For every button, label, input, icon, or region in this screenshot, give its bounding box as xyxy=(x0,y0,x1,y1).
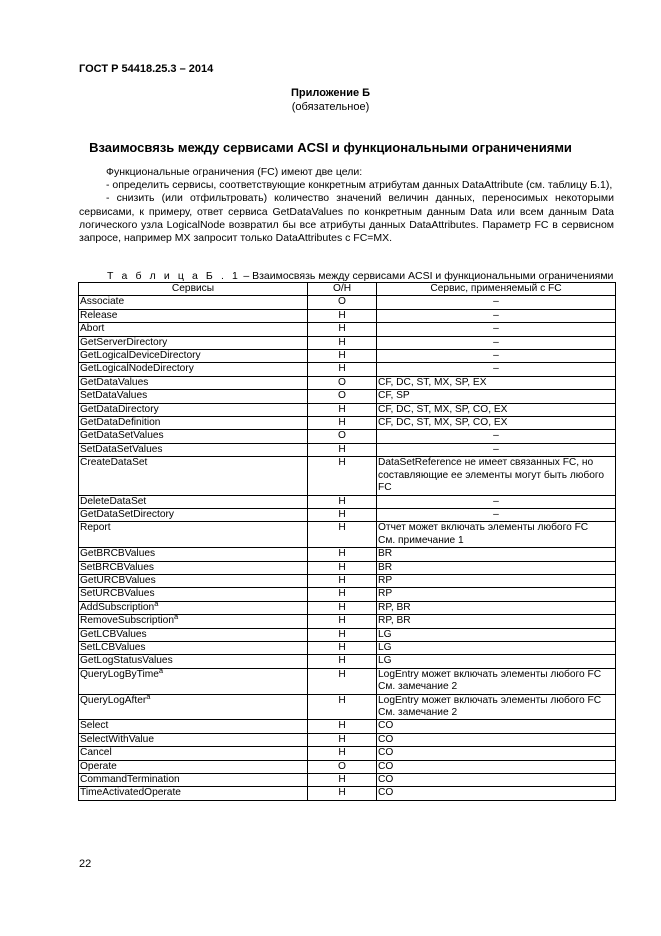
service-name: SetURCBValues xyxy=(80,588,155,600)
table-row xyxy=(79,787,616,800)
table-row xyxy=(79,641,616,654)
table-row xyxy=(79,296,616,309)
cell-on: Н xyxy=(308,548,377,561)
service-name: Report xyxy=(80,522,111,534)
table-row xyxy=(79,548,616,561)
cell-fc: – xyxy=(377,443,616,456)
table-body xyxy=(79,296,616,800)
cell-on: Н xyxy=(308,495,377,508)
header-services: Сервисы xyxy=(79,283,308,296)
cell-fc: – xyxy=(377,296,616,309)
cell-service xyxy=(79,363,308,376)
cell-service xyxy=(79,376,308,389)
service-name: GetDataSetValues xyxy=(80,430,164,442)
service-name: QueryLogAfter xyxy=(80,694,147,706)
cell-on: Н xyxy=(308,615,377,628)
cell-on: Н xyxy=(308,694,377,720)
cell-on: Н xyxy=(308,323,377,336)
cell-on: Н xyxy=(308,336,377,349)
cell-service xyxy=(79,628,308,641)
cell-service xyxy=(79,720,308,733)
cell-on: О xyxy=(308,390,377,403)
service-name: CreateDataSet xyxy=(80,457,148,469)
service-name: Operate xyxy=(80,760,117,772)
cell-service xyxy=(79,350,308,363)
table-row xyxy=(79,403,616,416)
cell-on: Н xyxy=(308,561,377,574)
service-name: SelectWithValue xyxy=(80,733,154,745)
table-row xyxy=(79,588,616,601)
service-name: GetLCBValues xyxy=(80,628,147,640)
table-caption xyxy=(107,270,613,282)
service-name: GetServerDirectory xyxy=(80,336,168,348)
service-name: Release xyxy=(80,309,118,321)
service-name: TimeActivatedOperate xyxy=(80,787,181,799)
page-number: 22 xyxy=(79,858,92,870)
footnote-mark: a xyxy=(154,598,159,608)
cell-fc: CO xyxy=(377,774,616,787)
cell-service xyxy=(79,522,308,548)
table-row xyxy=(79,376,616,389)
table-row xyxy=(79,390,616,403)
footnote-mark: a xyxy=(146,691,151,701)
cell-on: Н xyxy=(308,363,377,376)
table-row xyxy=(79,350,616,363)
table-row xyxy=(79,495,616,508)
cell-service xyxy=(79,390,308,403)
table-row xyxy=(79,363,616,376)
table-row xyxy=(79,733,616,746)
service-name: GetDataDirectory xyxy=(80,403,159,415)
cell-fc: CF, SP xyxy=(377,390,616,403)
cell-fc: CF, DC, ST, MX, SP, CO, EX xyxy=(377,417,616,430)
table-row xyxy=(79,694,616,720)
cell-fc: Отчет может включать элементы любого FC См. примечание 1 xyxy=(377,522,616,548)
cell-on: Н xyxy=(308,668,377,694)
cell-service xyxy=(79,296,308,309)
cell-fc: RP xyxy=(377,574,616,587)
cell-service xyxy=(79,598,308,614)
cell-fc: – xyxy=(377,495,616,508)
service-name: CommandTermination xyxy=(80,774,180,786)
cell-fc: BR xyxy=(377,561,616,574)
service-name: AddSubscription xyxy=(80,601,155,613)
cell-on: Н xyxy=(308,774,377,787)
cell-service xyxy=(79,548,308,561)
service-name: SetDataValues xyxy=(80,390,148,402)
table-row xyxy=(79,615,616,628)
cell-fc: CF, DC, ST, MX, SP, EX xyxy=(377,376,616,389)
cell-on: О xyxy=(308,430,377,443)
table-row xyxy=(79,774,616,787)
cell-fc: CO xyxy=(377,720,616,733)
cell-fc: BR xyxy=(377,548,616,561)
footnote-mark: a xyxy=(158,665,164,675)
cell-service xyxy=(79,691,308,720)
cell-service xyxy=(79,417,308,430)
table-header-row xyxy=(79,283,616,296)
cell-fc: LG xyxy=(377,641,616,654)
cell-on: Н xyxy=(308,641,377,654)
intro-paragraph-2: - определить сервисы, соответствующие конкретным атрибутам данных DataAttribute (см. таблицу Б.1), xyxy=(106,179,613,192)
cell-service xyxy=(79,323,308,336)
service-name: Select xyxy=(80,720,109,732)
table-row xyxy=(79,508,616,521)
header-fc: Сервис, применяемый с FC xyxy=(377,283,616,296)
cell-fc: LG xyxy=(377,655,616,668)
service-name: SetLCBValues xyxy=(80,641,146,653)
cell-service xyxy=(79,508,308,521)
service-name: Cancel xyxy=(80,747,112,759)
table-row xyxy=(79,323,616,336)
cell-fc: – xyxy=(377,336,616,349)
table-row xyxy=(79,720,616,733)
cell-service xyxy=(79,588,308,601)
cell-fc: – xyxy=(377,350,616,363)
cell-service xyxy=(79,641,308,654)
cell-service xyxy=(79,495,308,508)
cell-service xyxy=(79,561,308,574)
document-header: ГОСТ Р 54418.25.3 – 2014 xyxy=(79,63,214,75)
cell-fc: CF, DC, ST, MX, SP, CO, EX xyxy=(377,403,616,416)
cell-fc: CO xyxy=(377,760,616,773)
cell-fc: DataSetReference не имеет связанных FC, но составляющие ее элементы могут быть любого FC xyxy=(377,457,616,495)
cell-fc: CO xyxy=(377,747,616,760)
cell-on: О xyxy=(308,296,377,309)
cell-service xyxy=(79,309,308,322)
cell-fc: – xyxy=(377,363,616,376)
cell-service xyxy=(79,612,308,628)
service-name: GetLogStatusValues xyxy=(80,655,173,667)
table-caption-label: Т а б л и ц а Б . 1 xyxy=(107,270,241,282)
table-row xyxy=(79,457,616,495)
table-row xyxy=(79,747,616,760)
cell-service xyxy=(79,574,308,587)
cell-service xyxy=(79,733,308,746)
service-name: GetDataValues xyxy=(80,376,149,388)
table-row xyxy=(79,336,616,349)
cell-on: Н xyxy=(308,417,377,430)
footnote-mark: a xyxy=(174,612,179,622)
table-row xyxy=(79,443,616,456)
service-name: Abort xyxy=(80,323,105,335)
cell-fc: LG xyxy=(377,628,616,641)
service-name: GetDataDefinition xyxy=(80,417,161,429)
cell-service xyxy=(79,665,308,694)
cell-on: О xyxy=(308,376,377,389)
intro-paragraph-3: - снизить (или отфильтровать) количество значений величин данных, переносимых некоторыми сервисами, к примеру, ответ сервиса GetDataValues по конкретным данным Data или всем данным Data логического узла LogicalNode возвратил бы все атрибуты данных DataAttributes. Параметр FC в сервисном запросе, например MX запросит только DataAttributes с FC=MX. xyxy=(79,192,614,245)
cell-on: Н xyxy=(308,443,377,456)
cell-service xyxy=(79,430,308,443)
service-name: RemoveSubscription xyxy=(80,615,174,627)
header-on: О/Н xyxy=(308,283,377,296)
cell-on: Н xyxy=(308,601,377,614)
cell-fc: RP xyxy=(377,588,616,601)
service-name: GetBRCBValues xyxy=(80,548,156,560)
service-name: SetBRCBValues xyxy=(80,561,154,573)
cell-fc: CO xyxy=(377,733,616,746)
cell-service xyxy=(79,760,308,773)
service-name: SetDataSetValues xyxy=(80,443,163,455)
cell-fc: – xyxy=(377,508,616,521)
cell-on: Н xyxy=(308,574,377,587)
cell-fc: LogEntry может включать элементы любого FC См. замечание 2 xyxy=(377,668,616,694)
table-row xyxy=(79,561,616,574)
service-name: GetDataSetDirectory xyxy=(80,508,174,520)
cell-service xyxy=(79,336,308,349)
table-row xyxy=(79,760,616,773)
section-title: Взаимосвязь между сервисами ACSI и функциональными ограничениями xyxy=(89,140,572,155)
table-row xyxy=(79,628,616,641)
cell-on: Н xyxy=(308,457,377,495)
service-name: DeleteDataSet xyxy=(80,495,147,507)
cell-fc: CO xyxy=(377,787,616,800)
table-caption-text: – Взаимосвязь между сервисами ACSI и функциональными ограничениями xyxy=(240,270,614,282)
cell-fc: RP, BR xyxy=(377,601,616,614)
cell-service xyxy=(79,443,308,456)
cell-fc: – xyxy=(377,323,616,336)
cell-on: Н xyxy=(308,787,377,800)
services-table xyxy=(78,282,616,801)
service-name: QueryLogByTime xyxy=(80,668,159,680)
service-name: GetLogicalNodeDirectory xyxy=(80,363,194,375)
table-row xyxy=(79,309,616,322)
service-name: GetLogicalDeviceDirectory xyxy=(80,350,201,362)
table-row xyxy=(79,522,616,548)
table-row xyxy=(79,668,616,694)
cell-on: Н xyxy=(308,747,377,760)
intro-paragraph-1: Функциональные ограничения (FC) имеют две цели: xyxy=(106,166,363,178)
cell-service xyxy=(79,403,308,416)
cell-service xyxy=(79,787,308,800)
cell-fc: RP, BR xyxy=(377,615,616,628)
cell-on: Н xyxy=(308,508,377,521)
table-row xyxy=(79,601,616,614)
service-name: Associate xyxy=(80,296,125,308)
cell-fc: LogEntry может включать элементы любого FC См. замечание 2 xyxy=(377,694,616,720)
cell-on: Н xyxy=(308,309,377,322)
service-name: GetURCBValues xyxy=(80,574,156,586)
cell-on: Н xyxy=(308,350,377,363)
annex-status: (обязательное) xyxy=(291,101,370,113)
cell-on: Н xyxy=(308,655,377,668)
cell-service xyxy=(79,774,308,787)
cell-on: Н xyxy=(308,522,377,548)
table-row xyxy=(79,430,616,443)
table-row xyxy=(79,417,616,430)
cell-service xyxy=(79,747,308,760)
cell-on: Н xyxy=(308,403,377,416)
cell-service xyxy=(79,457,308,495)
intro-text xyxy=(79,166,614,245)
annex-title: Приложение Б xyxy=(290,87,371,99)
cell-fc: – xyxy=(377,309,616,322)
cell-on: Н xyxy=(308,588,377,601)
table-row xyxy=(79,574,616,587)
cell-on: Н xyxy=(308,733,377,746)
cell-service xyxy=(79,655,308,668)
cell-on: Н xyxy=(308,720,377,733)
cell-on: О xyxy=(308,760,377,773)
cell-on: Н xyxy=(308,628,377,641)
cell-fc: – xyxy=(377,430,616,443)
